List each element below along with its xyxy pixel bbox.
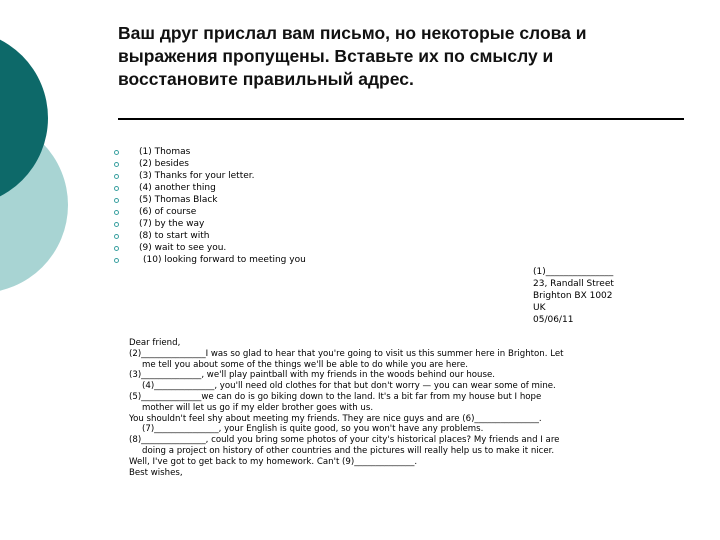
circle-bullet-icon: [114, 150, 119, 155]
letter-closing: Best wishes,: [129, 467, 183, 478]
circle-bullet-icon: [114, 162, 119, 167]
title-line: восстановите правильный адрес.: [118, 69, 414, 89]
list-item: [114, 146, 306, 158]
task-title: [118, 22, 678, 91]
option-text: (10) looking forward to meeting you: [143, 255, 306, 265]
letter-line: (2)_______________I was so glad to hear that you're going to visit us this summer here in Brighton. Let: [129, 348, 564, 359]
letter-line: (4)______________, you'll need old clothes for that but don't worry — you can wear some of mine.: [142, 381, 556, 392]
option-text: (8) to start with: [139, 231, 210, 241]
list-item: [114, 182, 306, 194]
letter-line: (8)_______________, could you bring some photos of your city's historical places? My friends and I are: [129, 435, 560, 446]
letter-line: (5)______________we can do is go biking down to the land. It's a bit far from my house but I hope: [129, 391, 542, 402]
option-text: (6) of course: [139, 207, 197, 217]
circle-bullet-icon: [114, 210, 119, 215]
divider-line: [118, 118, 684, 120]
circle-bullet-icon: [114, 222, 119, 227]
letter-line: (7)_______________, your English is quite good, so you won't have any problems.: [142, 424, 484, 435]
option-text: (3) Thanks for your letter.: [139, 171, 255, 181]
address-date: 05/06/11: [533, 315, 574, 325]
list-item: [114, 254, 306, 266]
letter-body: [129, 338, 677, 478]
letter-line: doing a project on history of other countries and the pictures will really help us to make it nicer.: [142, 445, 555, 456]
circle-bullet-icon: [114, 246, 119, 251]
letter-line: mother will let us go if my elder brother goes with us.: [142, 402, 374, 413]
option-text: (5) Thomas Black: [139, 195, 218, 205]
address-block: [533, 266, 614, 326]
letter-greeting: Dear friend,: [129, 338, 181, 348]
list-item: [114, 218, 306, 230]
circle-bullet-icon: [114, 198, 119, 203]
letter-line: Well, I've got to get back to my homework. Can't (9)______________.: [129, 456, 418, 467]
circle-bullet-icon: [114, 234, 119, 239]
list-item: [114, 170, 306, 182]
option-text: (1) Thomas: [139, 147, 191, 157]
letter-line: You shouldn't feel shy about meeting my friends. They are nice guys and are (6)_______________.: [129, 413, 542, 424]
address-name: (1)_______________: [533, 267, 614, 277]
title-line: Ваш друг прислал вам письмо, но некоторые слова и: [118, 23, 587, 43]
list-item: [114, 206, 306, 218]
options-list: [114, 146, 306, 266]
circle-bullet-icon: [114, 258, 119, 263]
circle-bullet-icon: [114, 174, 119, 179]
circle-bullet-icon: [114, 186, 119, 191]
address-country: UK: [533, 303, 546, 313]
address-city: Brighton BX 1002: [533, 291, 613, 301]
decorative-circles: [0, 0, 120, 300]
list-item: [114, 230, 306, 242]
option-text: (9) wait to see you.: [139, 243, 227, 253]
letter-line: me tell you about some of the things we'll be able to do while you are here.: [142, 359, 468, 370]
address-street: 23, Randall Street: [533, 279, 614, 289]
letter-line: (3)______________, we'll play paintball with my friends in the woods behind our house.: [129, 370, 495, 381]
list-item: [114, 158, 306, 170]
option-text: (7) by the way: [139, 219, 205, 229]
option-text: (4) another thing: [139, 183, 216, 193]
title-line: выражения пропущены. Вставьте их по смыслу и: [118, 46, 554, 66]
list-item: [114, 194, 306, 206]
list-item: [114, 242, 306, 254]
option-text: (2) besides: [139, 159, 189, 169]
